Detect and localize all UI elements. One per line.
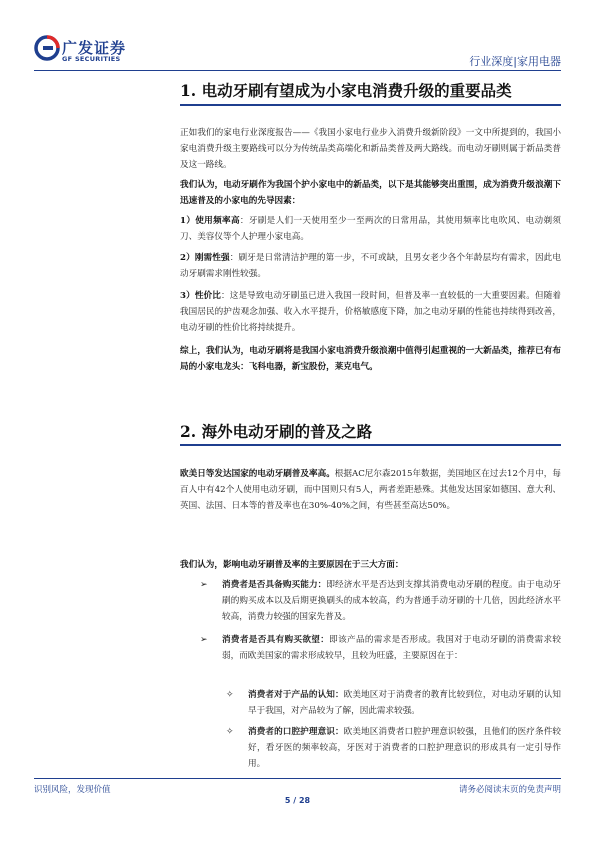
point-frequency-label: 1）使用频率高: [180, 216, 240, 226]
section-1-lead: 我们认为，电动牙刷作为我国个护小家电中的新品类，以下是其能够突出重围，成为消费升级浪潮下迅速普及的小家电的先导因素：: [180, 180, 561, 206]
arrow-bullet-icon: ➢: [200, 635, 208, 645]
sub-bullet-oral-care-label: 消费者的口腔护理意识：: [248, 727, 344, 737]
footer-divider: [34, 778, 561, 779]
point-necessity-label: 2）刚需性强: [180, 253, 230, 263]
section-2-penetration-bold: 欧美日等发达国家的电动牙刷普及率高。: [180, 469, 335, 479]
section-2-underline: [180, 444, 561, 446]
section-1-underline: [180, 104, 561, 106]
point-necessity-text: ：刷牙是日常清洁护理的第一步，不可或缺，且男女老少各个年龄层均有需求，因此电动牙刷需求刚性较强。: [180, 253, 561, 279]
footer-slogan: 识别风险，发现价值: [34, 785, 111, 795]
logo-chinese-text: 广发证券: [62, 39, 127, 57]
header-divider: [34, 70, 561, 71]
page-header: [0, 0, 595, 72]
bullet-purchase-desire-label: 消费者是否具有购买欲望：: [222, 635, 330, 645]
section-1-title: 1. 电动牙刷有望成为小家电消费升级的重要品类: [180, 81, 512, 100]
sub-bullet-oral-care-text: 欧美地区消费者口腔护理意识较强，且他们的医疗条件较好，看牙医的频率较高，牙医对于消费者的口腔护理意识的形成具有一定引导作用。: [248, 727, 561, 769]
star-bullet-icon: ✧: [226, 727, 234, 737]
section-1-conclusion: 综上，我们认为，电动牙刷将是我国小家电消费升级浪潮中值得引起重视的一大新品类，推荐已有布局的小家电龙头：飞科电器，新宝股份，莱克电气。: [180, 346, 561, 372]
section-2-penetration-text: 根据AC尼尔森2015年数据，美国地区在过去12个月中，每百人中有42个人使用电动牙刷，而中国则只有5人，两者差距悬殊。其他发达国家如德国、意大利、英国、法国、日本等的普及率也在30%-40%之间，有些甚至高达50%。: [180, 469, 561, 511]
page-number: 5 / 28: [284, 796, 311, 805]
logo-english-text: GF SECURITIES: [62, 55, 121, 63]
sub-bullet-product-awareness-label: 消费者对于产品的认知：: [248, 690, 344, 700]
arrow-bullet-icon: ➢: [200, 580, 208, 590]
report-type-label: 行业深度|家用电器: [469, 55, 561, 68]
point-frequency-text: ：牙刷是人们一天使用至少一至两次的日常用品，其使用频率比电吹风、电动剃须刀、美容仪等个人护理小家电高。: [180, 216, 561, 242]
point-value-label: 3）性价比: [180, 291, 221, 301]
sub-bullet-product-awareness-text: 欧美地区对于消费者的教育比较到位，对电动牙刷的认知早于我国，对产品较为了解，因此需求较强。: [248, 690, 561, 716]
section-2-title: 2. 海外电动牙刷的普及之路: [180, 422, 373, 441]
footer-disclaimer: 请务必阅读末页的免责声明: [458, 785, 561, 795]
point-value: [180, 288, 561, 336]
bullet-purchase-desire-text: 即该产品的需求是否形成。我国对于电动牙刷的消费需求较弱，而欧美国家的需求形成较早，且较为旺盛，主要原因在于：: [222, 635, 561, 661]
point-necessity: [180, 250, 561, 282]
company-logo: [34, 35, 144, 67]
section-2-penetration-paragraph: [180, 466, 561, 514]
section-2-lead: 我们认为，影响电动牙刷普及率的主要原因在于三大方面：: [180, 560, 404, 570]
bullet-purchasing-power-text: 即经济水平是否达到支撑其消费电动牙刷的程度。由于电动牙刷的购买成本以及后期更换刷头的成本较高，约为普通手动牙刷的十几倍，因此经济水平较高，消费力较强的国家先普及。: [222, 580, 561, 622]
point-value-text: ：这是导致电动牙刷虽已进入我国一段时间，但普及率一直较低的一大重要因素。但随着我国居民的护齿观念加强、收入水平提升，价格敏感度下降，加之电动牙刷的性能也持续得到改善，电动牙刷的性价比将持续提升。: [180, 291, 561, 333]
section-1-intro: 正如我们的家电行业深度报告——《我国小家电行业步入消费升级新阶段》一文中所提到的，我国小家电消费升级主要路线可以分为传统品类高端化和新品类普及两大路线。而电动牙刷则属于新品类普及这一路线。: [180, 128, 561, 170]
bullet-purchasing-power-label: 消费者是否具备购买能力：: [222, 580, 327, 590]
point-frequency: [180, 213, 561, 245]
star-bullet-icon: ✧: [226, 690, 234, 700]
gf-logo-icon: [34, 35, 60, 61]
